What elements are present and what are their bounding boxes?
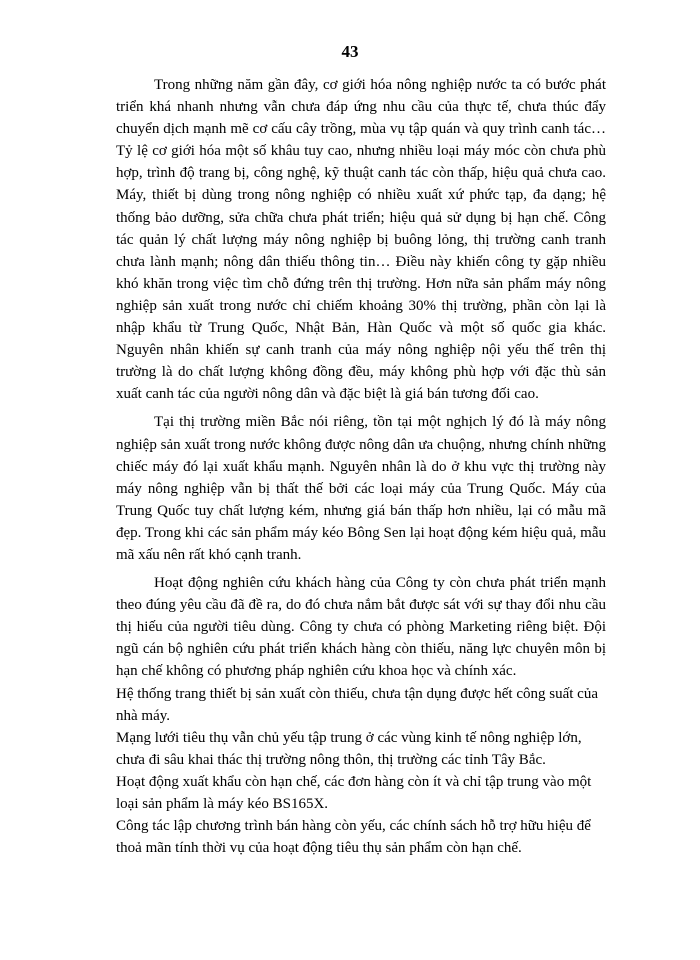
page-number: 43 bbox=[341, 42, 359, 61]
paragraph-northern-market: Tại thị trường miền Bắc nói riêng, tồn tại một nghịch lý đó là máy nông nghiệp sản xuất trong nước không được nông dân ưa chuộng, nhưng chính những chiếc máy đó lại xuất khẩu mạnh. Nguyên nhân là do ở khu vực thị trường này máy nông nghiệp vẫn bị thất thế bởi các loại máy của Trung Quốc. Máy của Trung Quốc tuy chất lượng kém, nhưng giá bán thấp hơn nhiều, lại có mẫu mã đẹp. Trong khi các sản phẩm máy kéo Bông Sen lại hoạt động kém hiệu quả, mẫu mã xấu nên rất khó cạnh tranh. bbox=[116, 414, 606, 563]
paragraph-mechanization: Trong những năm gần đây, cơ giới hóa nông nghiệp nước ta có bước phát triển khá nhanh nhưng vẫn chưa đáp ứng nhu cầu của thực tế, chưa thúc đẩy chuyển dịch mạnh mẽ cơ cấu cây trồng, mùa vụ tập quán và quy trình canh tác… Tỷ lệ cơ giới hóa một số khâu tuy cao, nhưng nhiều loại máy móc còn chưa phù hợp, trình độ trang bị, công nghệ, kỹ thuật canh tác còn thấp, hiệu quả chưa cao. Máy, thiết bị dùng trong nông nghiệp có nhiều xuất xứ phức tạp, đa dạng; hệ thống bảo dưỡng, sửa chữa chưa phát triển; hiệu quả sử dụng bị hạn chế. Công tác quản lý chất lượng máy nông nghiệp bị buông lỏng, thị trường canh tranh chưa lành mạnh; nông dân thiếu thông tin… Điều này khiến công ty gặp nhiều khó khăn trong việc tìm chỗ đứng trên thị trường. Hơn nữa sản phẩm máy nông nghiệp sản xuất trong nước chỉ chiếm khoảng 30% thị trường, phần còn lại là nhập khẩu từ Trung Quốc, Nhật Bản, Hàn Quốc và một số quốc gia khác. Nguyên nhân khiến sự canh tranh của máy nông nghiệp nội yếu thế trên thị trường là do chất lượng không đồng đều, máy không phù hợp với đặc thù sản xuất canh tác của người nông dân và đặc biệt là giá bán tương đối cao. bbox=[116, 77, 606, 403]
paragraph-equipment: Hệ thống trang thiết bị sản xuất còn thiếu, chưa tận dụng được hết công suất của nhà máy. bbox=[116, 685, 598, 724]
paragraph-sales-program: Công tác lập chương trình bán hàng còn yếu, các chính sách hỗ trợ hữu hiệu để thoả mãn tính thời vụ của hoạt động tiêu thụ sản phẩm còn hạn chế. bbox=[116, 818, 591, 857]
document-body bbox=[116, 74, 606, 859]
paragraph-customer-research: Hoạt động nghiên cứu khách hàng của Công ty còn chưa phát triển mạnh theo đúng yêu cầu đã đề ra, do đó chưa nắm bắt được sát với sự thay đổi nhu cầu thị hiếu của người tiêu dùng. Công ty chưa có phòng Marketing riêng biệt. Đội ngũ cán bộ nghiên cứu phát triển khách hàng còn thiếu, năng lực chuyên môn bị hạn chế không có phương pháp nghiên cứu khoa học và chính xác. bbox=[116, 575, 606, 680]
paragraph-export: Hoạt động xuất khẩu còn hạn chế, các đơn hàng còn ít và chỉ tập trung vào một loại sản phẩm là máy kéo BS165X. bbox=[116, 773, 592, 812]
paragraph-distribution-network: Mạng lưới tiêu thụ vẫn chủ yếu tập trung ở các vùng kinh tế nông nghiệp lớn, chưa đi sâu khai thác thị trường nông thôn, thị trường các tỉnh Tây Bắc. bbox=[116, 729, 582, 768]
